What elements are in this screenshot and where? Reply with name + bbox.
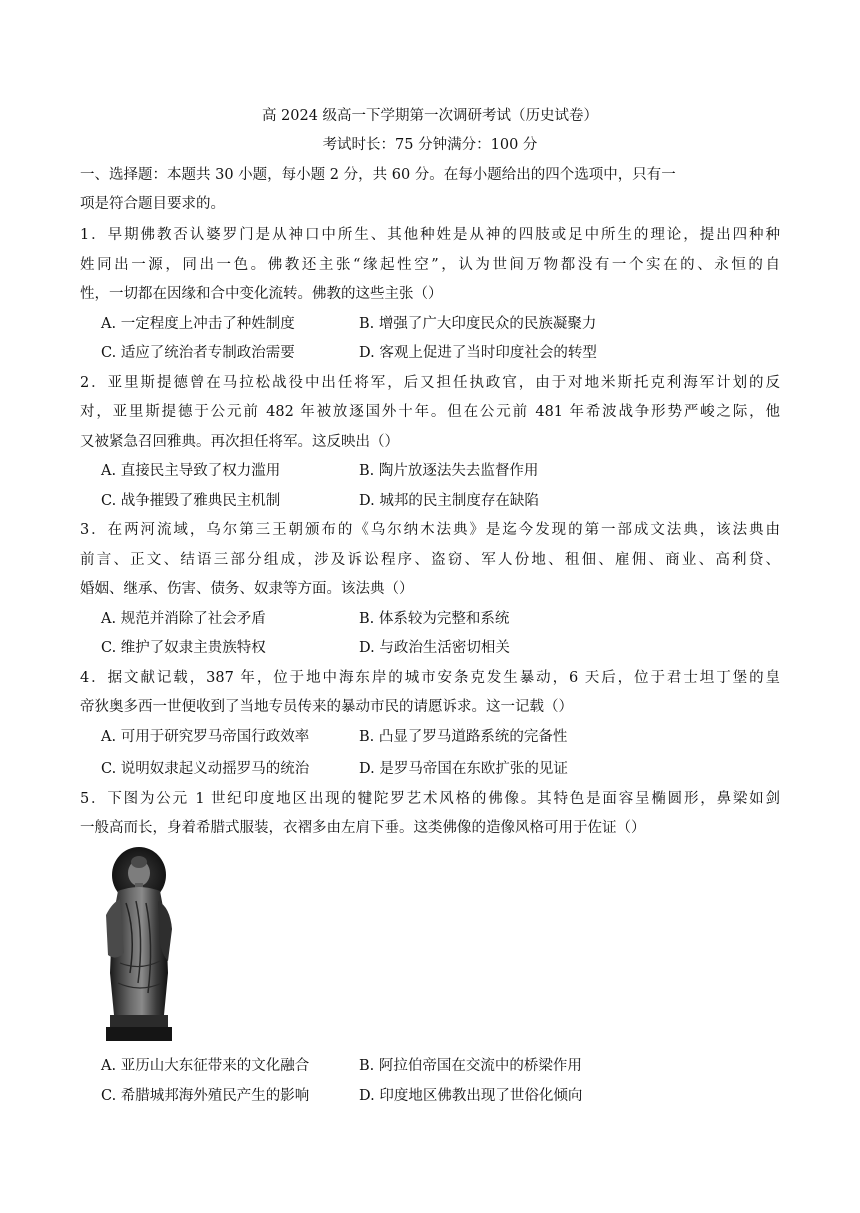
question-3-option-d[interactable]: D. 与政治生活密切相关 bbox=[359, 640, 510, 656]
question-3-option-a[interactable]: A. 规范并消除了社会矛盾 bbox=[101, 611, 266, 627]
exam-title: 高 2024 级高一下学期第一次调研考试（历史试卷） bbox=[261, 108, 599, 124]
question-1-option-a[interactable]: A. 一定程度上冲击了种姓制度 bbox=[101, 316, 295, 332]
question-2-option-d[interactable]: D. 城邦的民主制度存在缺陷 bbox=[359, 493, 539, 509]
gandhara-buddha-statue-image bbox=[96, 843, 182, 1043]
question-5-option-c[interactable]: C. 希腊城邦海外殖民产生的影响 bbox=[101, 1088, 310, 1104]
question-5-option-d[interactable]: D. 印度地区佛教出现了世俗化倾向 bbox=[359, 1088, 583, 1104]
question-5-option-a[interactable]: A. 亚历山大东征带来的文化融合 bbox=[101, 1058, 310, 1074]
question-1-option-d[interactable]: D. 客观上促进了当时印度社会的转型 bbox=[359, 345, 597, 361]
question-2-line1: 2．亚里斯提德曾在马拉松战役中出任将军，后又担任执政官，由于对地米斯托克利海军计划的反 bbox=[80, 375, 780, 391]
question-3-line1: 3．在两河流域，乌尔第三王朝颁布的《乌尔纳木法典》是迄今发现的第一部成文法典，该法典由 bbox=[80, 522, 780, 538]
question-4-option-d[interactable]: D. 是罗马帝国在东欧扩张的见证 bbox=[359, 761, 568, 777]
question-2-line3: 又被紧急召回雅典。再次担任将军。这反映出（） bbox=[80, 434, 399, 450]
question-2-option-b[interactable]: B. 陶片放逐法失去监督作用 bbox=[359, 463, 539, 479]
question-4-option-b[interactable]: B. 凸显了罗马道路系统的完备性 bbox=[359, 729, 568, 745]
question-4-line2: 帝狄奥多西一世便收到了当地专员传来的暴动市民的请愿诉求。这一记载（） bbox=[80, 699, 573, 715]
question-2-option-c[interactable]: C. 战争摧毁了雅典民主机制 bbox=[101, 493, 281, 509]
question-1-option-c[interactable]: C. 适应了统治者专制政治需要 bbox=[101, 345, 295, 361]
question-5-line1: 5．下图为公元 1 世纪印度地区出现的犍陀罗艺术风格的佛像。其特色是面容呈椭圆形，鼻梁如剑 bbox=[80, 791, 780, 807]
section-instructions-line2: 项是符合题目要求的。 bbox=[80, 196, 225, 212]
question-1-line1: 1．早期佛教否认婆罗门是从神口中所生、其他种姓是从神的四肢或足中所生的理论，提出四种种 bbox=[80, 227, 780, 243]
question-3-line2: 前言、正文、结语三部分组成，涉及诉讼程序、盗窃、军人份地、租佃、雇佣、商业、高利贷、 bbox=[80, 552, 780, 568]
question-3-line3: 婚姻、继承、伤害、债务、奴隶等方面。该法典（） bbox=[80, 581, 414, 597]
question-4-line1: 4．据文献记载，387 年，位于地中海东岸的城市安条克发生暴动，6 天后，位于君士坦丁堡的皇 bbox=[80, 670, 780, 686]
question-2-option-a[interactable]: A. 直接民主导致了权力滥用 bbox=[101, 463, 281, 479]
question-4-option-a[interactable]: A. 可用于研究罗马帝国行政效率 bbox=[101, 729, 310, 745]
question-2-line2: 对，亚里斯提德于公元前 482 年被放逐国外十年。但在公元前 481 年希波战争形势严峻之际，他 bbox=[80, 404, 780, 420]
question-3-option-b[interactable]: B. 体系较为完整和系统 bbox=[359, 611, 510, 627]
section-instructions-line1: 一、选择题：本题共 30 小题，每小题 2 分，共 60 分。在每小题给出的四个选项中，只有一 bbox=[80, 167, 676, 183]
question-5-line2: 一般高而长，身着希腊式服装，衣褶多由左肩下垂。这类佛像的造像风格可用于佐证（） bbox=[80, 820, 646, 836]
question-1-option-b[interactable]: B. 增强了广大印度民众的民族凝聚力 bbox=[359, 316, 597, 332]
question-1-line2: 姓同出一源，同出一色。佛教还主张“缘起性空”，认为世间万物都没有一个实在的、永恒的自 bbox=[80, 257, 780, 273]
question-3-option-c[interactable]: C. 维护了奴隶主贵族特权 bbox=[101, 640, 266, 656]
exam-subtitle: 考试时长：75 分钟满分：100 分 bbox=[322, 137, 538, 153]
question-5-option-b[interactable]: B. 阿拉伯帝国在交流中的桥梁作用 bbox=[359, 1058, 582, 1074]
question-1-line3: 性，一切都在因缘和合中变化流转。佛教的这些主张（） bbox=[80, 286, 443, 302]
question-4-option-c[interactable]: C. 说明奴隶起义动摇罗马的统治 bbox=[101, 761, 310, 777]
